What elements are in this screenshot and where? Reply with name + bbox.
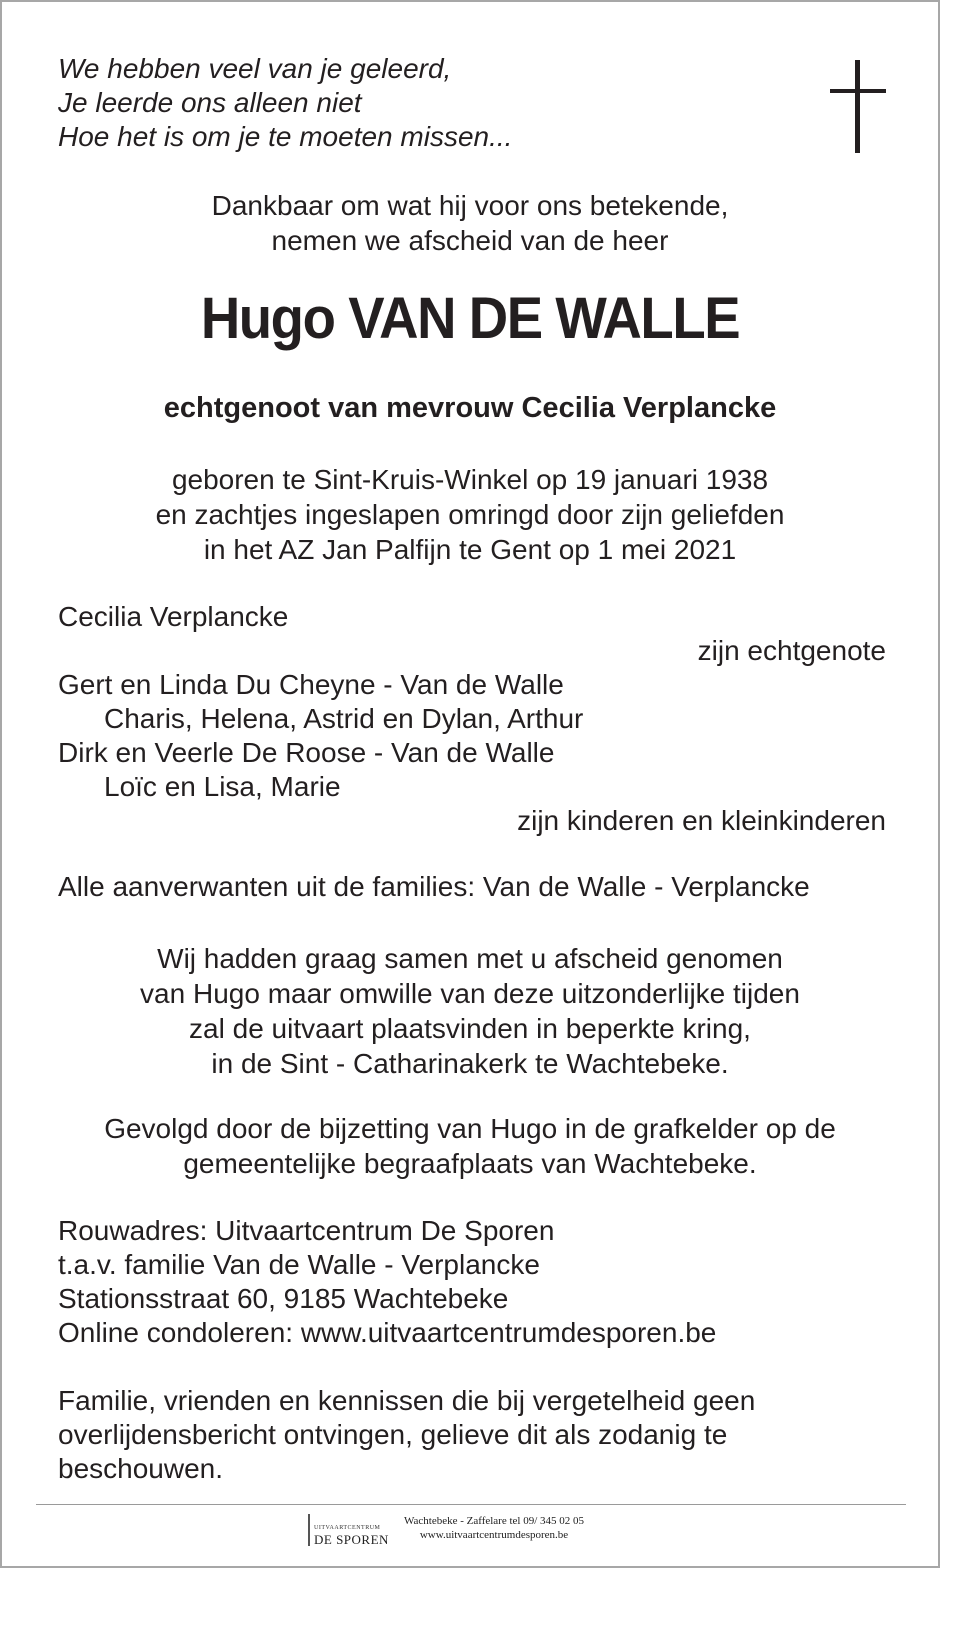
burial-line: Gevolgd door de bijzetting van Hugo in de grafkelder op de <box>104 1113 836 1144</box>
logo-big-text: DE SPOREN <box>314 1532 389 1547</box>
poem <box>58 52 512 154</box>
footer-contact <box>404 1514 584 1542</box>
wife-role: zijn echtgenote <box>697 635 886 666</box>
poem-line: Je leerde ons alleen niet <box>58 87 362 118</box>
ceremony-line: in de Sint - Catharinakerk te Wachtebeke. <box>211 1048 729 1079</box>
ceremony-line: zal de uitvaart plaatsvinden in beperkte kring, <box>189 1013 751 1044</box>
intro-text <box>2 188 938 258</box>
logo-small-text: UITVAARTCENTRUM <box>314 1525 381 1531</box>
ceremony-line: Wij hadden graag samen met u afscheid genomen <box>157 943 783 974</box>
birth-line: geboren te Sint-Kruis-Winkel op 19 januari 1938 <box>171 464 769 495</box>
poem-line: Hoe het is om je te moeten missen... <box>58 121 513 152</box>
burial-line: gemeentelijke begraafplaats van Wachtebeke. <box>183 1148 757 1179</box>
grandchildren-2: Loïc en Lisa, Marie <box>104 771 341 802</box>
child-family-2: Dirk en Veerle De Roose - Van de Walle <box>58 737 555 768</box>
contact-line: Wachtebeke - Zaffelare tel 09/ 345 02 05 <box>404 1515 585 1527</box>
cross-vertical-bar <box>855 60 860 153</box>
birth-death-details <box>2 462 938 567</box>
ceremony-line: van Hugo maar omwille van deze uitzonderlijke tijden <box>140 978 800 1009</box>
notice-text <box>58 1384 755 1486</box>
intro-line: nemen we afscheid van de heer <box>271 225 669 256</box>
deceased-name: Hugo VAN DE WALLE <box>200 286 740 351</box>
intro-line: Dankbaar om wat hij voor ons betekende, <box>211 190 729 221</box>
funeral-home-logo <box>306 1514 392 1550</box>
footer-divider <box>36 1504 906 1505</box>
poem-line: We hebben veel van je geleerd, <box>58 53 452 84</box>
cross-icon <box>830 60 886 154</box>
address-line: t.a.v. familie Van de Walle - Verplancke <box>58 1249 540 1280</box>
address-line: Stationsstraat 60, 9185 Wachtebeke <box>58 1283 509 1314</box>
address-line: Rouwadres: Uitvaartcentrum De Sporen <box>58 1215 555 1246</box>
spouse-line: echtgenoot van mevrouw Cecilia Verplancke <box>163 392 777 424</box>
notice-line: beschouwen. <box>58 1453 224 1484</box>
address-line: Online condoleren: www.uitvaartcentrumdesporen.be <box>58 1317 717 1348</box>
birth-line: in het AZ Jan Palfijn te Gent op 1 mei 2021 <box>203 534 737 565</box>
notice-line: overlijdensbericht ontvingen, gelieve dit als zodanig te <box>58 1419 728 1450</box>
grandchildren-1: Charis, Helena, Astrid en Dylan, Arthur <box>104 703 584 734</box>
notice-line: Familie, vrienden en kennissen die bij vergetelheid geen <box>58 1385 756 1416</box>
mourning-address <box>58 1214 716 1350</box>
relatives-line: Alle aanverwanten uit de families: Van de Walle - Verplancke <box>58 871 810 902</box>
wife-name: Cecilia Verplancke <box>58 601 289 632</box>
contact-website: www.uitvaartcentrumdesporen.be <box>419 1529 569 1541</box>
child-family-1: Gert en Linda Du Cheyne - Van de Walle <box>58 669 564 700</box>
ceremony-text <box>2 941 938 1081</box>
children-role: zijn kinderen en kleinkinderen <box>517 805 886 836</box>
logo-mark <box>308 1514 310 1546</box>
burial-text <box>2 1111 938 1181</box>
cross-horizontal-bar <box>830 89 886 93</box>
birth-line: en zachtjes ingeslapen omringd door zijn geliefden <box>155 499 785 530</box>
